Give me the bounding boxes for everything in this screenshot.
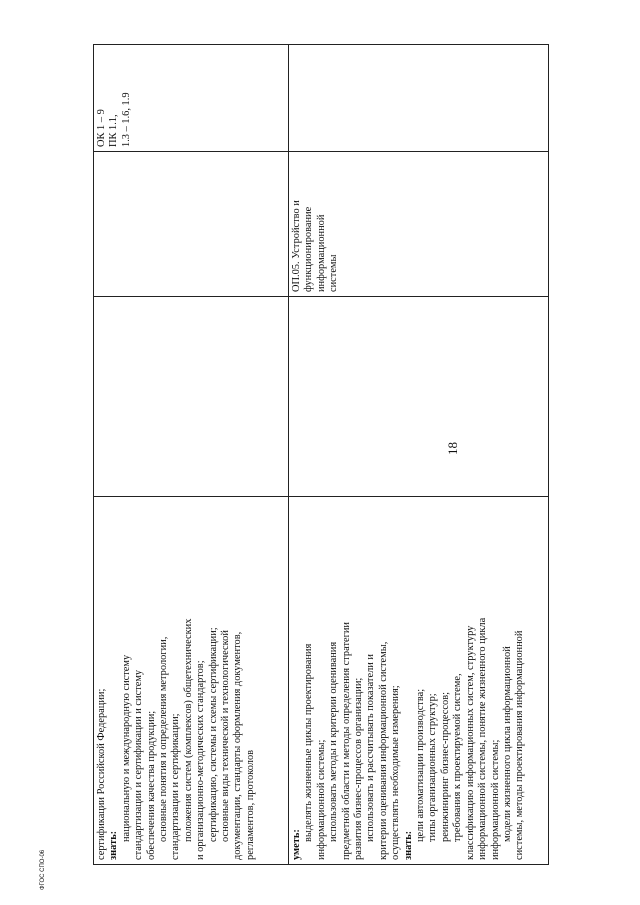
text-line: выделять жизненные циклы проектирования [303,643,315,842]
requirements-cell [94,497,289,865]
section-heading: уметь: [291,829,302,860]
text-line: критерии оценивания информационной системы, [377,641,389,860]
text-line: стандартизации и сертификации; [170,713,182,860]
empty-cell [289,45,549,152]
text-line: реинжиниринг бизнес-процессов; [439,691,451,842]
page-number: 18 [445,442,460,455]
text-line: информационной системы; [489,739,501,860]
discipline-name: системы [328,254,340,292]
text-line: основные виды технической и технологической [220,630,232,842]
competencies-cell [94,45,289,152]
text-line: информационной системы, понятие жизненного цикла [477,617,489,860]
text-line: осуществлять необходимые измерения; [390,685,402,860]
empty-cell [94,297,289,497]
text-line: предметной области и методы определения стратегии [340,622,352,860]
text-line: использовать методы и критерии оценивания [328,641,340,842]
table-row [289,45,549,865]
text-line: требования к проектируемой системе, [452,673,464,842]
text-line: документации, стандарты оформления документов, [232,631,244,860]
empty-cell [289,297,549,497]
text-line: регламентов, протоколов [244,749,256,860]
competency-code: ОК 1 – 9 [96,109,107,147]
discipline-name: ОП.05. Устройство и [291,200,302,292]
text-line: сертификацию, системы и схемы сертификации; [207,627,219,842]
text-line: модели жизненного цикла информационной [501,646,513,842]
competency-table [93,44,549,865]
requirements-cell [289,497,549,865]
text-line: и организационно-методических стандартов; [195,660,207,860]
text-line: системы, методы проектирования информационной [514,630,526,860]
text-line: использовать и рассчитывать показатели и [365,654,377,842]
text-line: национальную и международную систему [120,654,132,842]
rotated-table-container [93,45,548,865]
footer-code: ФГОС СПО-06 [40,849,46,890]
text-line: классификацию информационных систем, структуру [464,625,476,860]
text-line: цели автоматизации производства; [415,688,427,842]
text-line: основные понятия и определения метрологии, [158,636,170,842]
competency-code: ПК 1.1, [108,114,120,147]
discipline-cell [289,152,549,297]
text-line: положения систем (комплексов) общетехнических [182,618,194,842]
text-line: развития бизнес-процессов организации; [353,677,365,860]
table-row [94,45,289,865]
text-line: типы организационных структур; [427,693,439,842]
section-heading: знать: [402,830,414,860]
discipline-name: информационной [315,214,327,292]
requirements-text [291,501,527,860]
text-line: обеспечения качества продукции; [145,710,157,860]
text-line: сертификации Российской Федерации; [96,688,107,860]
section-heading: знать: [108,830,120,860]
requirements-text [96,501,257,860]
competency-code: 1.3 – 1.6, 1.9 [120,92,132,147]
text-line: информационной системы; [315,739,327,860]
discipline-name: функционирование [303,206,315,292]
text-line: стандартизации и сертификации и систему [133,669,145,860]
discipline-cell [94,152,289,297]
